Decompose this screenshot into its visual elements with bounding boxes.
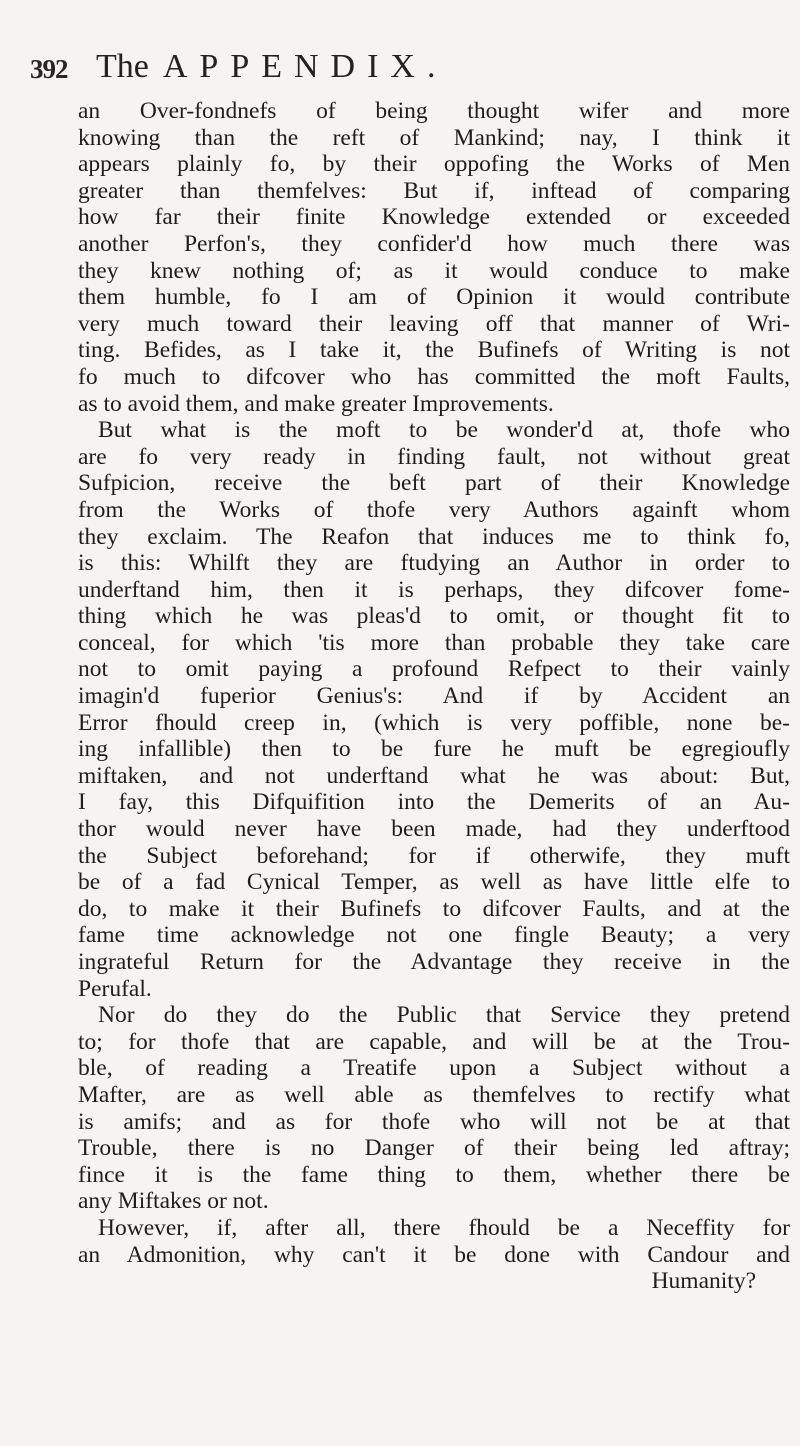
text-line: ble, of reading a Treatife upon a Subject without a	[78, 1055, 790, 1082]
text-line: another Perfon's, they confider'd how much there was	[78, 230, 790, 257]
text-line: fo much to difcover who has committed the moft Faults,	[78, 363, 790, 390]
text-line: greater than themfelves: But if, inftead of comparing	[78, 177, 790, 204]
text-line: underftand him, then it is perhaps, they difcover fome-	[78, 576, 790, 603]
text-line: ting. Befides, as I take it, the Bufinefs of Writing is not	[78, 337, 790, 364]
text-line: But what is the moft to be wonder'd at, thofe who	[98, 417, 790, 444]
text-line: an Admonition, why can't it be done with Candour and	[78, 1241, 790, 1268]
text-line: Error fhould creep in, (which is very poffible, none be-	[78, 709, 790, 736]
text-line: they exclaim. The Reafon that induces me to think fo,	[78, 523, 790, 550]
text-line: to; for thofe that are capable, and will be at the Trou-	[78, 1028, 790, 1055]
running-head-caps: APPENDIX.	[162, 48, 448, 85]
text-line: any Miftakes or not.	[78, 1188, 269, 1215]
text-line: they knew nothing of; as it would conduce to make	[78, 257, 790, 284]
body-text	[78, 98, 790, 1295]
text-line: Sufpicion, receive the beft part of their Knowledge	[78, 470, 790, 497]
text-line: miftaken, and not underftand what he was about: But,	[78, 762, 790, 789]
text-line: are fo very ready in finding fault, not without great	[78, 443, 790, 470]
text-line: thor would never have been made, had they underftood	[78, 816, 790, 843]
text-line: Trouble, there is no Danger of their being led aftray;	[78, 1135, 790, 1162]
text-line: an Over-fondnefs of being thought wifer and more	[78, 98, 790, 124]
text-line: be of a fad Cynical Temper, as well as have little elfe to	[78, 869, 790, 896]
text-line: imagin'd fuperior Genius's: And if by Accident an	[78, 683, 790, 710]
page-number: 392	[30, 54, 68, 84]
text-line: ing infallible) then to be fure he muft be egregioufly	[78, 736, 790, 763]
text-line: fame time acknowledge not one fingle Beauty; a very	[78, 922, 790, 949]
text-line: from the Works of thofe very Authors againft whom	[78, 496, 790, 523]
text-line: Nor do they do the Public that Service they pretend	[98, 1002, 790, 1029]
text-line: very much toward their leaving off that manner of Wri-	[78, 310, 790, 337]
running-head	[96, 48, 447, 86]
text-line: Mafter, are as well able as themfelves to rectify what	[78, 1081, 790, 1108]
text-line: Perufal.	[78, 975, 152, 1002]
text-line: do, to make it their Bufinefs to difcover Faults, and at the	[78, 895, 790, 922]
text-line: I fay, this Difquifition into the Demerits of an Au-	[78, 789, 790, 816]
text-line: conceal, for which 'tis more than probable they take care	[78, 629, 790, 656]
text-line: them humble, fo I am of Opinion it would contribute	[78, 284, 790, 311]
text-line: However, if, after all, there fhould be a Neceffity for	[98, 1214, 790, 1241]
text-line: as to avoid them, and make greater Improvements.	[78, 390, 554, 417]
text-line: ingrateful Return for the Advantage they receive in the	[78, 949, 790, 975]
text-line: appears plainly fo, by their oppofing the Works of Men	[78, 151, 790, 178]
text-line: not to omit paying a profound Refpect to their vainly	[78, 656, 790, 683]
text-line: is amifs; and as for thofe who will not be at that	[78, 1108, 790, 1135]
text-line: thing which he was pleas'd to omit, or thought fit to	[78, 603, 790, 630]
text-line: how far their finite Knowledge extended or exceeded	[78, 204, 790, 231]
running-head-word: The	[96, 48, 149, 85]
text-line: Humanity?	[651, 1268, 756, 1295]
text-line: knowing than the reft of Mankind; nay, I think it	[78, 124, 790, 151]
text-line: is this: Whilft they are ftudying an Author in order to	[78, 550, 790, 577]
text-line: the Subject beforehand; for if otherwife, they muft	[78, 842, 790, 869]
text-line: fince it is the fame thing to them, whether there be	[78, 1161, 790, 1188]
